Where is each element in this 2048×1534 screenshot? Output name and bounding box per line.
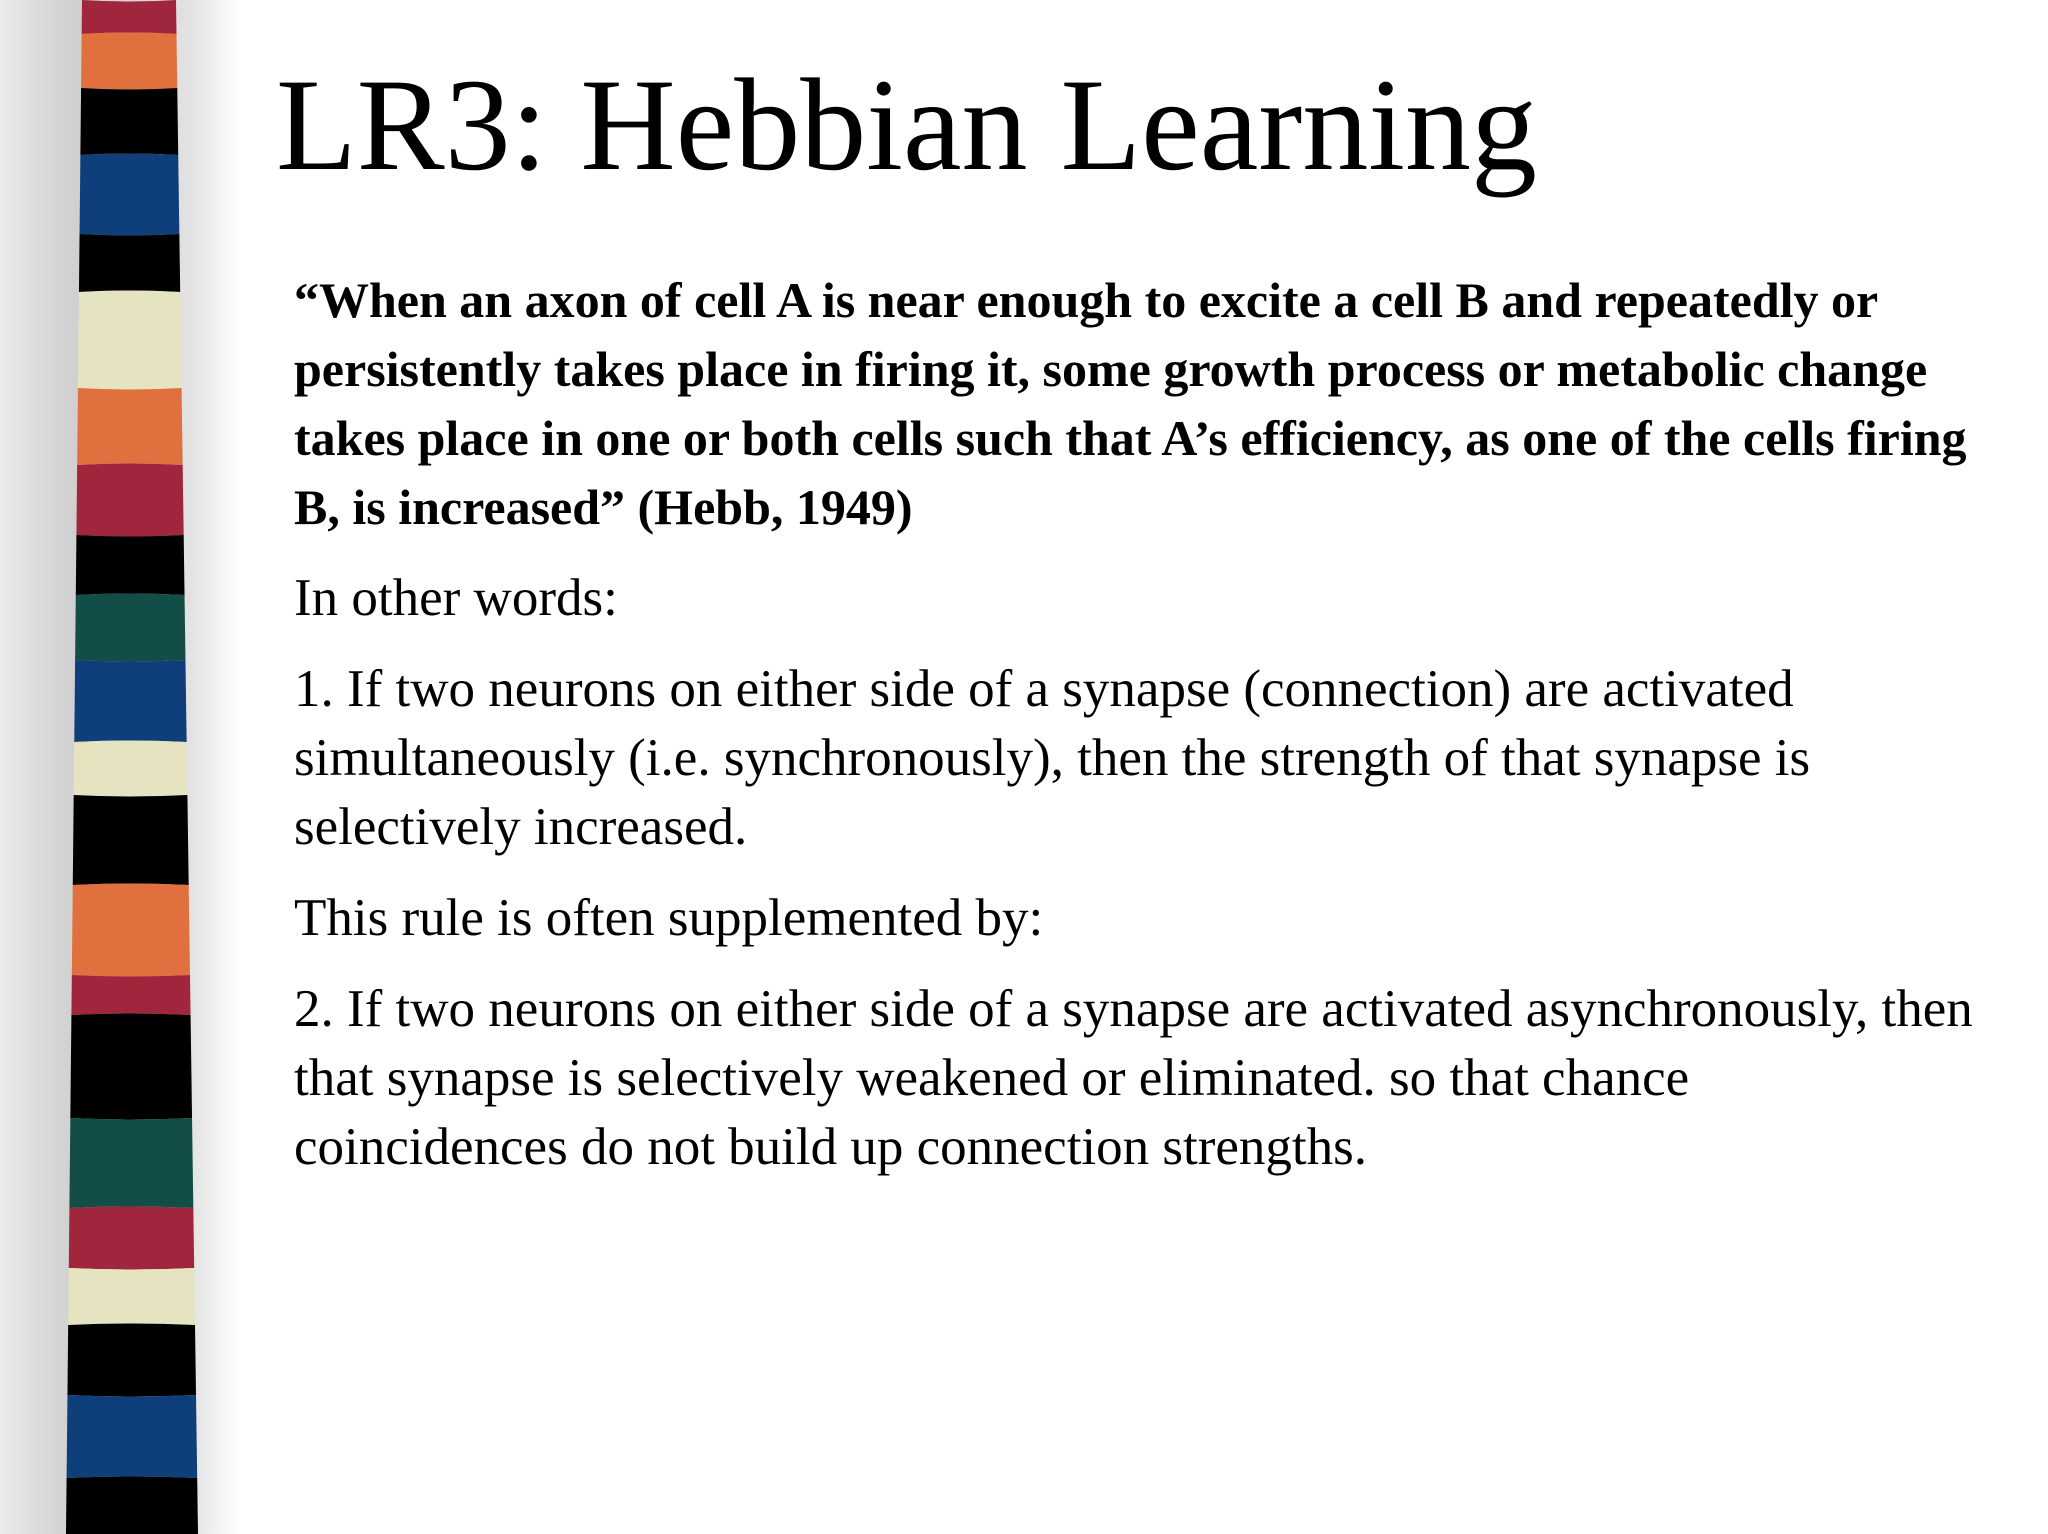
stripe-band <box>71 975 190 1015</box>
in-other-words: In other words: <box>294 569 618 627</box>
stripe-band <box>75 594 185 662</box>
stripe-band <box>76 535 185 595</box>
stripe-band <box>79 234 180 292</box>
stripe-band <box>74 660 186 742</box>
stripe-band <box>72 884 190 977</box>
stripe-band <box>67 1324 196 1397</box>
stripe-band <box>77 388 183 465</box>
stripe-band <box>66 1477 198 1534</box>
hebb-quote: “When an axon of cell A is near enough to excite a cell B and repeatedly or persistently takes place in firing it, some growth process or metabolic change takes place in one or both cells such that A’s efficiency, as one of the cells firing B, is increased” (Hebb, 1949) <box>294 272 1967 535</box>
stripe-band <box>69 1118 193 1208</box>
stripe-band <box>69 1207 194 1270</box>
stripe-band <box>73 795 189 885</box>
rule-point-2: 2. If two neurons on either side of a synapse are activated asynchronously, then that synapse is selectively weakened or eliminated. so that chance coincidences do not build up connection strengths. <box>294 980 1973 1176</box>
stripe-band <box>70 1014 192 1120</box>
slide-body <box>294 266 1974 1204</box>
stripe-band <box>81 33 177 90</box>
stripe-band <box>78 291 182 390</box>
supplement-text: This rule is often supplemented by: <box>294 889 1044 947</box>
stripe-band <box>74 741 188 797</box>
stripe-band <box>76 464 183 537</box>
stripe-band <box>82 0 177 34</box>
stripe-band <box>68 1268 195 1325</box>
stripe-band <box>80 88 178 155</box>
stripe-band <box>67 1395 198 1478</box>
slide-title: LR3: Hebbian Learning <box>276 51 1537 198</box>
decorative-stripe-bar <box>0 0 240 1534</box>
rule-point-1: 1. If two neurons on either side of a synapse (connection) are activated simultaneously (i.e. synchronously), then the strength of that synapse is selectively increased. <box>294 660 1811 856</box>
stripe-band <box>80 154 180 236</box>
